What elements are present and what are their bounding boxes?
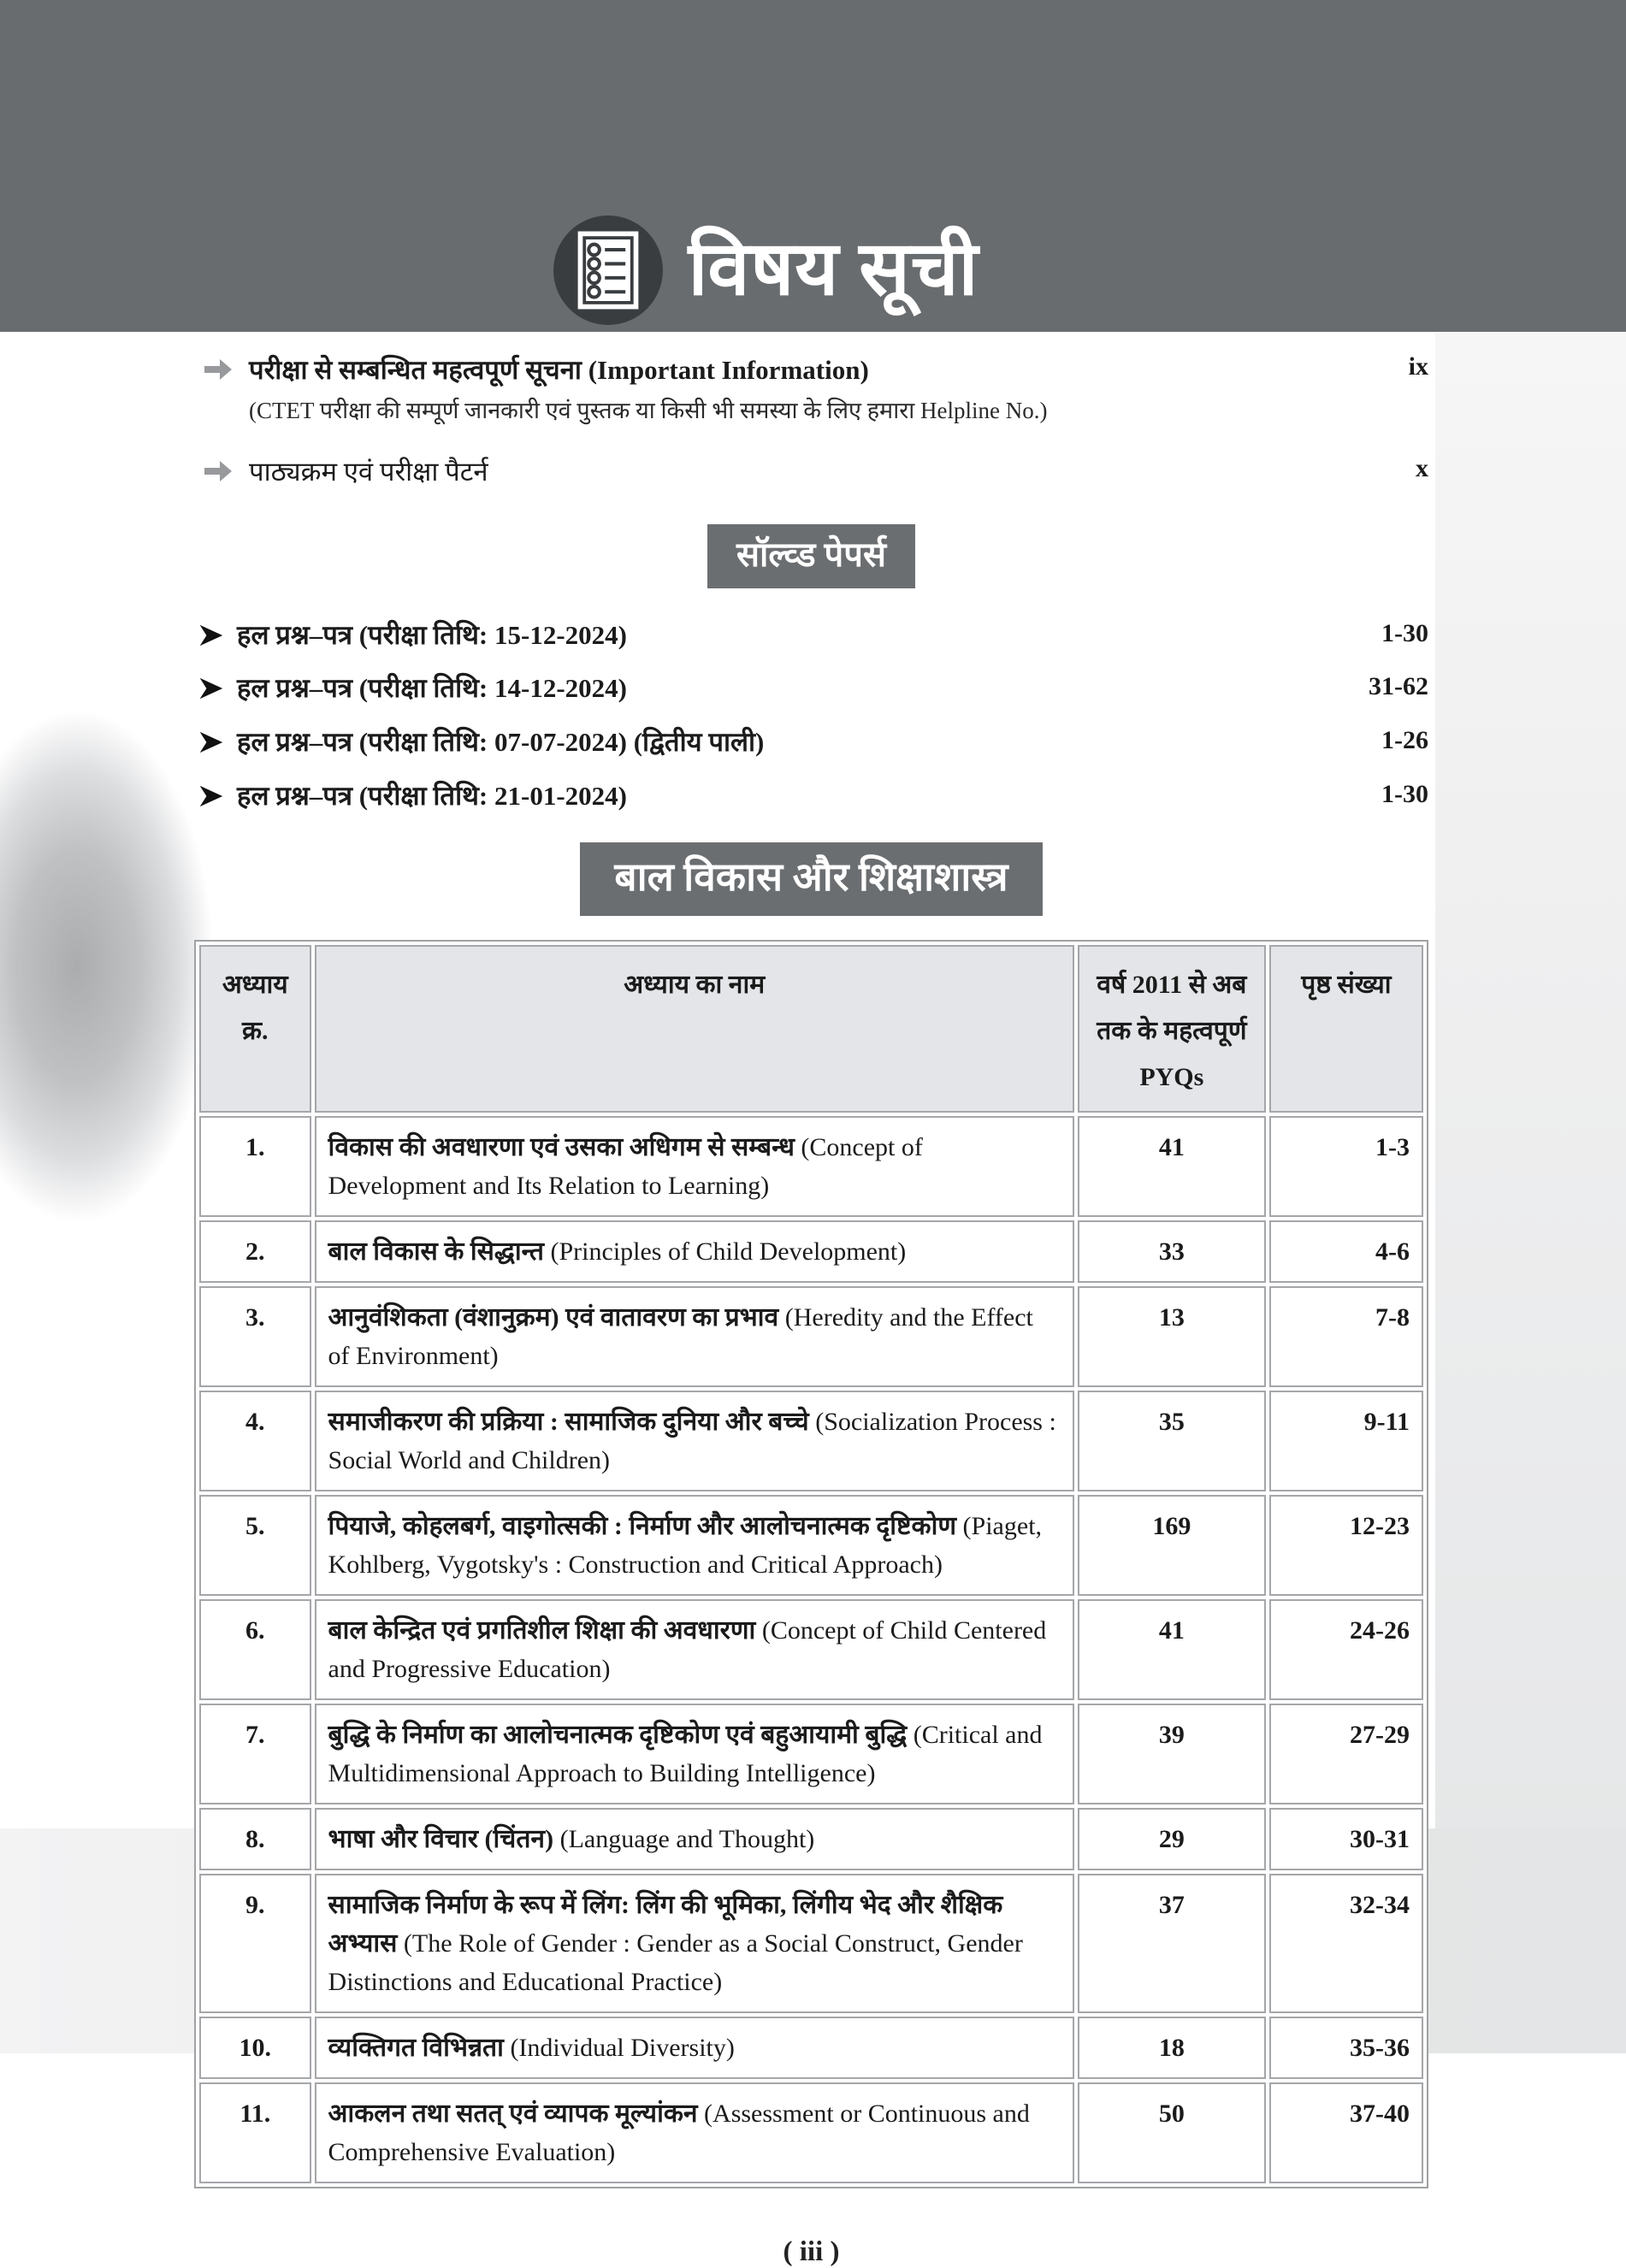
col-header-chapter-no: अध्याय क्र.	[199, 945, 311, 1113]
chapter-number: 5.	[199, 1495, 311, 1596]
chapter-name	[315, 2017, 1074, 2079]
intro-item-subtext: (CTET परीक्षा की सम्पूर्ण जानकारी एवं पुस्तक या किसी भी समस्या के लिए हमारा Helpline No.)	[249, 397, 1048, 423]
chapter-page-range: 35-36	[1269, 2017, 1423, 2079]
chapter-number: 1.	[199, 1116, 311, 1217]
chapter-name	[315, 1495, 1074, 1596]
table-row	[199, 1116, 1423, 1217]
page-footer: ( iii )	[783, 2236, 840, 2267]
chapter-page-range: 24-26	[1269, 1599, 1423, 1700]
chapter-name-hindi: व्यक्तिगत विभिन्नता	[328, 2033, 504, 2062]
table-row	[199, 1391, 1423, 1491]
table-row	[199, 2017, 1423, 2079]
chapter-name-english: (Concept of Child Centered and Progressive Education)	[328, 1615, 1047, 1683]
chapter-name-hindi: बाल केन्द्रित एवं प्रगतिशील शिक्षा की अवधारणा	[328, 1615, 756, 1645]
chapter-name	[315, 1599, 1074, 1700]
chapter-pyq-count: 37	[1078, 1874, 1266, 2013]
chapter-name-hindi: समाजीकरण की प्रक्रिया : सामाजिक दुनिया और बच्चे	[328, 1407, 809, 1436]
solved-paper-label: हल प्रश्न–पत्र (परीक्षा तिथि: 14-12-2024)	[237, 673, 627, 704]
chapter-name-hindi: बुद्धि के निर्माण का आलोचनात्मक दृष्टिकोण एवं बहुआयामी बुद्धि	[328, 1720, 908, 1749]
chapter-page-range: 1-3	[1269, 1116, 1423, 1217]
chapter-pyq-count: 13	[1078, 1286, 1266, 1387]
chapter-page-range: 4-6	[1269, 1220, 1423, 1283]
chapter-name-hindi: पियाजे, कोहलबर्ग, वाइगोत्सकी : निर्माण और आलोचनात्मक दृष्टिकोण	[328, 1511, 957, 1540]
section-heading: बाल विकास और शिक्षाशास्त्र	[580, 842, 1042, 916]
intro-item	[194, 352, 1428, 425]
solved-paper-label: हल प्रश्न–पत्र (परीक्षा तिथि: 15-12-2024)	[237, 619, 627, 650]
arrowhead-bullet-icon	[199, 785, 223, 812]
chapter-pyq-count: 35	[1078, 1391, 1266, 1491]
chapter-pyq-count: 39	[1078, 1704, 1266, 1804]
solved-paper-label: हल प्रश्न–पत्र (परीक्षा तिथि: 21-01-2024)	[237, 780, 627, 811]
col-header-pyqs: वर्ष 2011 से अब तक के महत्वपूर्ण PYQs	[1078, 945, 1266, 1113]
chapter-pyq-count: 50	[1078, 2082, 1266, 2183]
solved-paper-page-range: 1-30	[1381, 618, 1428, 647]
chapter-name	[315, 2082, 1074, 2183]
col-header-chapter-name: अध्याय का नाम	[315, 945, 1074, 1113]
contents-table-body	[199, 1116, 1423, 2183]
chapter-name-english: (Socialization Process : Social World and Children)	[328, 1407, 1056, 1474]
solved-papers-list	[194, 619, 1428, 813]
chapter-pyq-count: 41	[1078, 1599, 1266, 1700]
chapter-name-hindi: सामाजिक निर्माण के रूप में लिंग: लिंग की भूमिका, लिंगीय भेद और शैक्षिक अभ्यास	[328, 1890, 1003, 1958]
table-row	[199, 1808, 1423, 1870]
page-title: विषय सूची	[688, 228, 979, 311]
title-row	[0, 216, 1579, 325]
chapter-number: 10.	[199, 2017, 311, 2079]
table-row	[199, 1599, 1423, 1700]
chapter-name	[315, 1116, 1074, 1217]
chapter-pyq-count: 18	[1078, 2017, 1266, 2079]
intro-item-label: पाठ्यक्रम एवं परीक्षा पैटर्न	[249, 456, 488, 487]
background-right-wash	[1435, 332, 1626, 2053]
table-row	[199, 1495, 1423, 1596]
chapter-name-hindi: आनुवंशिकता (वंशानुक्रम) एवं वातावरण का प्रभाव	[328, 1302, 779, 1332]
chapter-number: 3.	[199, 1286, 311, 1387]
arrowhead-bullet-icon	[199, 677, 223, 704]
table-header-row	[199, 945, 1423, 1113]
chapter-number: 11.	[199, 2082, 311, 2183]
table-row	[199, 2082, 1423, 2183]
content-column	[194, 352, 1428, 2268]
intro-item-page-number: x	[1416, 453, 1428, 482]
chapter-page-range: 9-11	[1269, 1391, 1423, 1491]
solved-paper-item	[194, 780, 1428, 813]
table-row	[199, 1874, 1423, 2013]
intro-item	[194, 454, 1428, 495]
intro-section	[194, 352, 1428, 495]
arrowhead-bullet-icon	[199, 731, 223, 758]
solved-paper-item	[194, 726, 1428, 759]
chapter-name-english: (Concept of Development and Its Relation to Learning)	[328, 1132, 923, 1200]
chapter-number: 4.	[199, 1391, 311, 1491]
solved-paper-label: हल प्रश्न–पत्र (परीक्षा तिथि: 07-07-2024) (द्वितीय पाली)	[237, 727, 765, 758]
chapter-page-range: 27-29	[1269, 1704, 1423, 1804]
chapter-name-hindi: आकलन तथा सतत् एवं व्यापक मूल्यांकन	[328, 2099, 698, 2128]
toc-list-icon	[553, 216, 663, 325]
chapter-name-hindi: बाल विकास के सिद्धान्त	[328, 1237, 544, 1266]
background-left-wash	[0, 710, 214, 1223]
chapter-name-english: (Assessment or Continuous and Comprehensive Evaluation)	[328, 2099, 1030, 2166]
chapter-page-range: 32-34	[1269, 1874, 1423, 2013]
intro-item-label: परीक्षा से सम्बन्धित महत्वपूर्ण सूचना (Important Information)	[249, 355, 869, 385]
chapter-name-english: (Piaget, Kohlberg, Vygotsky's : Construction and Critical Approach)	[328, 1511, 1043, 1579]
chapter-page-range: 37-40	[1269, 2082, 1423, 2183]
arrow-right-icon	[203, 459, 234, 487]
chapter-name-english: (Critical and Multidimensional Approach to Building Intelligence)	[328, 1720, 1043, 1787]
arrowhead-bullet-icon	[199, 624, 223, 651]
solved-paper-item	[194, 672, 1428, 706]
chapter-name	[315, 1808, 1074, 1870]
chapter-name	[315, 1874, 1074, 2013]
table-row	[199, 1704, 1423, 1804]
arrow-right-icon	[203, 357, 234, 386]
chapter-name-english: (Language and Thought)	[559, 1824, 815, 1853]
chapter-number: 2.	[199, 1220, 311, 1283]
chapter-number: 6.	[199, 1599, 311, 1700]
chapter-page-range: 7-8	[1269, 1286, 1423, 1387]
solved-paper-page-range: 31-62	[1369, 672, 1428, 701]
chapter-pyq-count: 33	[1078, 1220, 1266, 1283]
intro-item-page-number: ix	[1408, 352, 1428, 381]
header-bar	[0, 0, 1626, 332]
chapter-page-range: 30-31	[1269, 1808, 1423, 1870]
chapter-name-english: (The Role of Gender : Gender as a Social Construct, Gender Distinctions and Educational Practice)	[328, 1928, 1023, 1996]
solved-papers-heading: सॉल्व्ड पेपर्स	[707, 524, 915, 588]
chapter-name-english: (Heredity and the Effect of Environment)	[328, 1302, 1033, 1370]
chapter-name	[315, 1704, 1074, 1804]
solved-paper-item	[194, 619, 1428, 653]
chapter-number: 7.	[199, 1704, 311, 1804]
chapter-pyq-count: 169	[1078, 1495, 1266, 1596]
col-header-pages: पृष्ठ संख्या	[1269, 945, 1423, 1113]
table-row	[199, 1286, 1423, 1387]
chapter-name-english: (Principles of Child Development)	[550, 1237, 907, 1266]
chapter-name-hindi: भाषा और विचार (चिंतन)	[328, 1824, 554, 1853]
chapter-name	[315, 1220, 1074, 1283]
solved-paper-page-range: 1-30	[1381, 779, 1428, 808]
chapter-number: 9.	[199, 1874, 311, 2013]
chapter-name-english: (Individual Diversity)	[510, 2033, 735, 2062]
chapter-page-range: 12-23	[1269, 1495, 1423, 1596]
table-row	[199, 1220, 1423, 1283]
chapter-pyq-count: 41	[1078, 1116, 1266, 1217]
chapter-name-hindi: विकास की अवधारणा एवं उसका अधिगम से सम्बन्ध	[328, 1132, 795, 1161]
chapter-name	[315, 1391, 1074, 1491]
solved-paper-page-range: 1-26	[1381, 726, 1428, 755]
chapter-number: 8.	[199, 1808, 311, 1870]
chapter-name	[315, 1286, 1074, 1387]
contents-table	[194, 940, 1428, 2188]
chapter-pyq-count: 29	[1078, 1808, 1266, 1870]
